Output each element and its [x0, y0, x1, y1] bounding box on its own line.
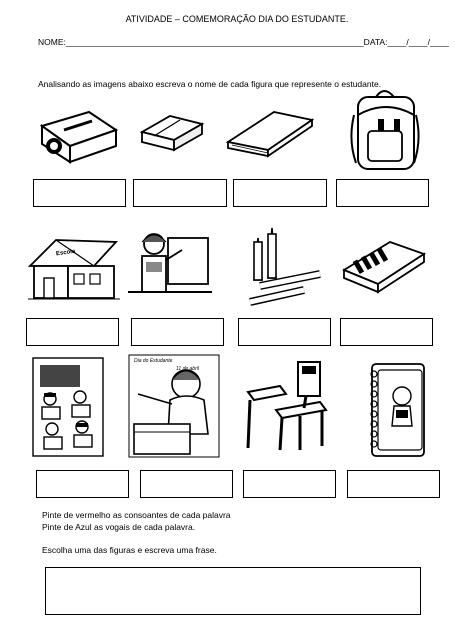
- answer-box-school[interactable]: [26, 318, 119, 346]
- answer-box-crayons[interactable]: [340, 318, 433, 346]
- answer-box-school-desk[interactable]: [243, 470, 336, 498]
- answer-box-teacher[interactable]: [131, 318, 224, 346]
- notebook-icon: [368, 360, 428, 460]
- task-frase: Escolha uma das figuras e escreva uma frase.: [42, 545, 217, 555]
- teacher-icon: [128, 228, 212, 298]
- task-consoantes: Pinte de vermelho as consoantes de cada palavra: [42, 510, 231, 520]
- worksheet-title: ATIVIDADE – COMEMORAÇÃO DIA DO ESTUDANTE.: [125, 14, 349, 24]
- teacher-caption-2: 11 de abril: [176, 366, 199, 372]
- classroom-icon: [32, 357, 104, 457]
- answer-box-backpack[interactable]: [336, 179, 429, 207]
- backpack-icon: [346, 85, 424, 173]
- answer-box-notebook[interactable]: [347, 470, 440, 498]
- answer-box-teacher-desk[interactable]: [140, 470, 233, 498]
- sentence-answer-box[interactable]: [45, 567, 421, 615]
- teacher-caption-1: Dia do Estudante: [134, 358, 173, 364]
- instruction-text: Analisando as imagens abaixo escreva o nome de cada figura que represente o estudante.: [38, 79, 382, 89]
- name-date-line: NOME:_______________________________________________________________DATA:____/____/____: [38, 37, 449, 47]
- school-desk-icon: [240, 358, 330, 454]
- book-icon: [224, 108, 316, 158]
- eraser-icon: [136, 108, 208, 154]
- answer-box-classroom[interactable]: [36, 470, 129, 498]
- school-sign: Escola: [55, 248, 76, 258]
- pencils-icon: [240, 220, 332, 310]
- answer-box-eraser[interactable]: [133, 179, 227, 207]
- answer-box-book[interactable]: [233, 179, 327, 207]
- school-icon: [26, 232, 122, 302]
- task-vogais: Pinte de Azul as vogais de cada palavra.: [42, 522, 196, 532]
- teacher-desk-icon: [128, 354, 220, 458]
- answer-box-pencils[interactable]: [238, 318, 331, 346]
- crayon-box-icon: [338, 232, 428, 294]
- answer-box-sharpener[interactable]: [33, 179, 126, 207]
- pencil-sharpener-icon: [34, 104, 124, 166]
